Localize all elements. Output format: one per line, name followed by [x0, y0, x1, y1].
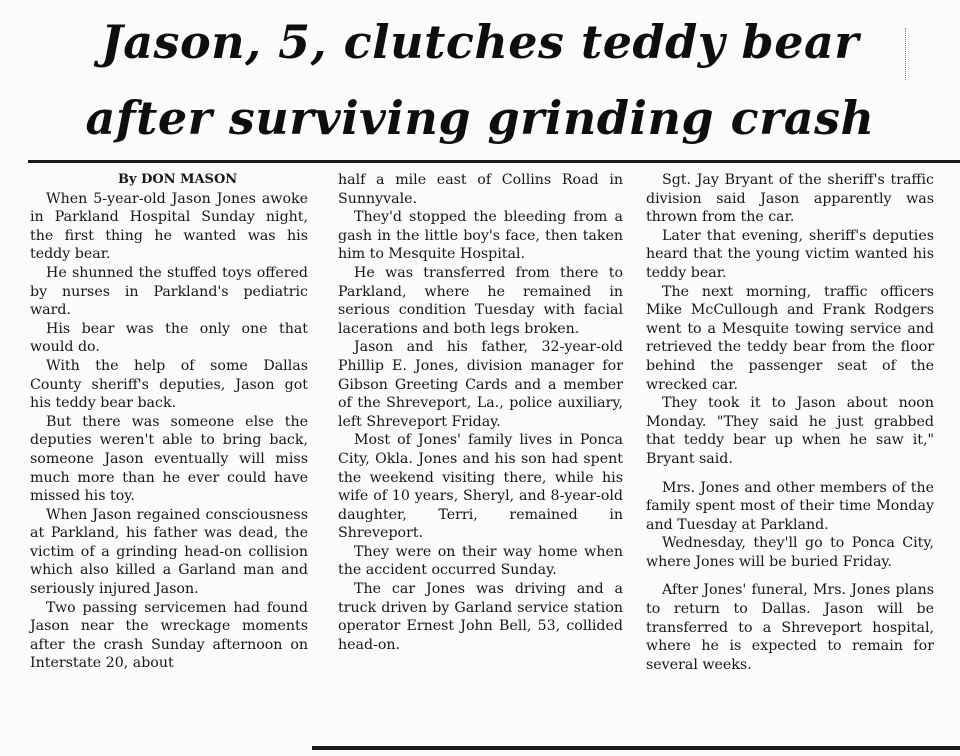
- paragraph: He shunned the stuffed toys offered by nurses in Parkland's pediatric ward.: [30, 264, 308, 319]
- paragraph: His bear was the only one that would do.: [30, 320, 308, 356]
- paragraph: He was transferred from there to Parkland, where he remained in serious condition Tuesday with facial lacerations and both legs broken.: [338, 264, 623, 337]
- paragraph: They took it to Jason about noon Monday. "They said he just grabbed that teddy bear up when he saw it," Bryant said.: [646, 395, 934, 467]
- article-column-2: [338, 171, 623, 654]
- headline-line-2: after surviving grinding crash: [85, 91, 875, 145]
- paragraph: They'd stopped the bleeding from a gash in the little boy's face, then taken him to Mesquite Hospital.: [338, 209, 623, 263]
- paragraph: Later that evening, sheriff's deputies heard that the young victim wanted his teddy bear.: [646, 227, 934, 281]
- paragraph: Sgt. Jay Bryant of the sheriff's traffic division said Jason apparently was thrown from the car.: [646, 172, 934, 226]
- paragraph: When Jason regained consciousness at Parkland, his father was dead, the victim of a grinding head-on collision which also killed a Garland man and seriously injured Jason.: [30, 506, 308, 598]
- article-column-3: [646, 171, 934, 674]
- paragraph: Jason and his father, 32-year-old Phillip E. Jones, division manager for Gibson Greeting Cards and a member of the Shreveport, La., police auxiliary, left Shreveport Friday.: [338, 339, 623, 430]
- article-column-1: [30, 171, 308, 673]
- paragraph: The next morning, traffic officers Mike McCullough and Frank Rodgers went to a Mesquite towing service and retrieved the teddy bear from the floor behind the passenger seat of the wrecked car.: [646, 283, 934, 393]
- bottom-rule: [312, 746, 960, 750]
- paragraph: After Jones' funeral, Mrs. Jones plans to return to Dallas. Jason will be transferred to a Shreveport hospital, where he is expected to remain for several weeks.: [646, 582, 934, 673]
- paragraph: With the help of some Dallas County sheriff's deputies, Jason got his teddy bear back.: [30, 357, 308, 412]
- paragraph: Mrs. Jones and other members of the family spent most of their time Monday and Tuesday at Parkland.: [646, 479, 934, 533]
- paragraph: Most of Jones' family lives in Ponca City, Okla. Jones and his son had spent the weekend visiting there, while his wife of 10 years, Sheryl, and 8-year-old daughter, Terri, remained in Shreveport.: [338, 432, 623, 542]
- headline-line-1: Jason, 5, clutches teddy bear: [100, 15, 860, 69]
- paragraph: Two passing servicemen had found Jason near the wreckage moments after the crash Sunday afternoon on Interstate 20, about: [30, 599, 308, 672]
- paragraph: When 5-year-old Jason Jones awoke in Parkland Hospital Sunday night, the first thing he wanted was his teddy bear.: [30, 190, 308, 263]
- paragraph: They were on their way home when the accident occurred Sunday.: [338, 543, 623, 579]
- paragraph-continued: half a mile east of Collins Road in Sunnyvale.: [338, 172, 623, 207]
- paragraph: But there was someone else the deputies weren't able to bring back, someone Jason eventually will miss much more than he ever could have missed his toy.: [30, 413, 308, 505]
- margin-mark: [905, 28, 910, 80]
- headline-rule: [28, 160, 960, 163]
- byline: By DON MASON: [118, 172, 238, 187]
- paragraph: The car Jones was driving and a truck driven by Garland service station operator Ernest John Bell, 53, collided head-on.: [338, 581, 623, 653]
- paragraph: Wednesday, they'll go to Ponca City, where Jones will be buried Friday.: [646, 535, 934, 570]
